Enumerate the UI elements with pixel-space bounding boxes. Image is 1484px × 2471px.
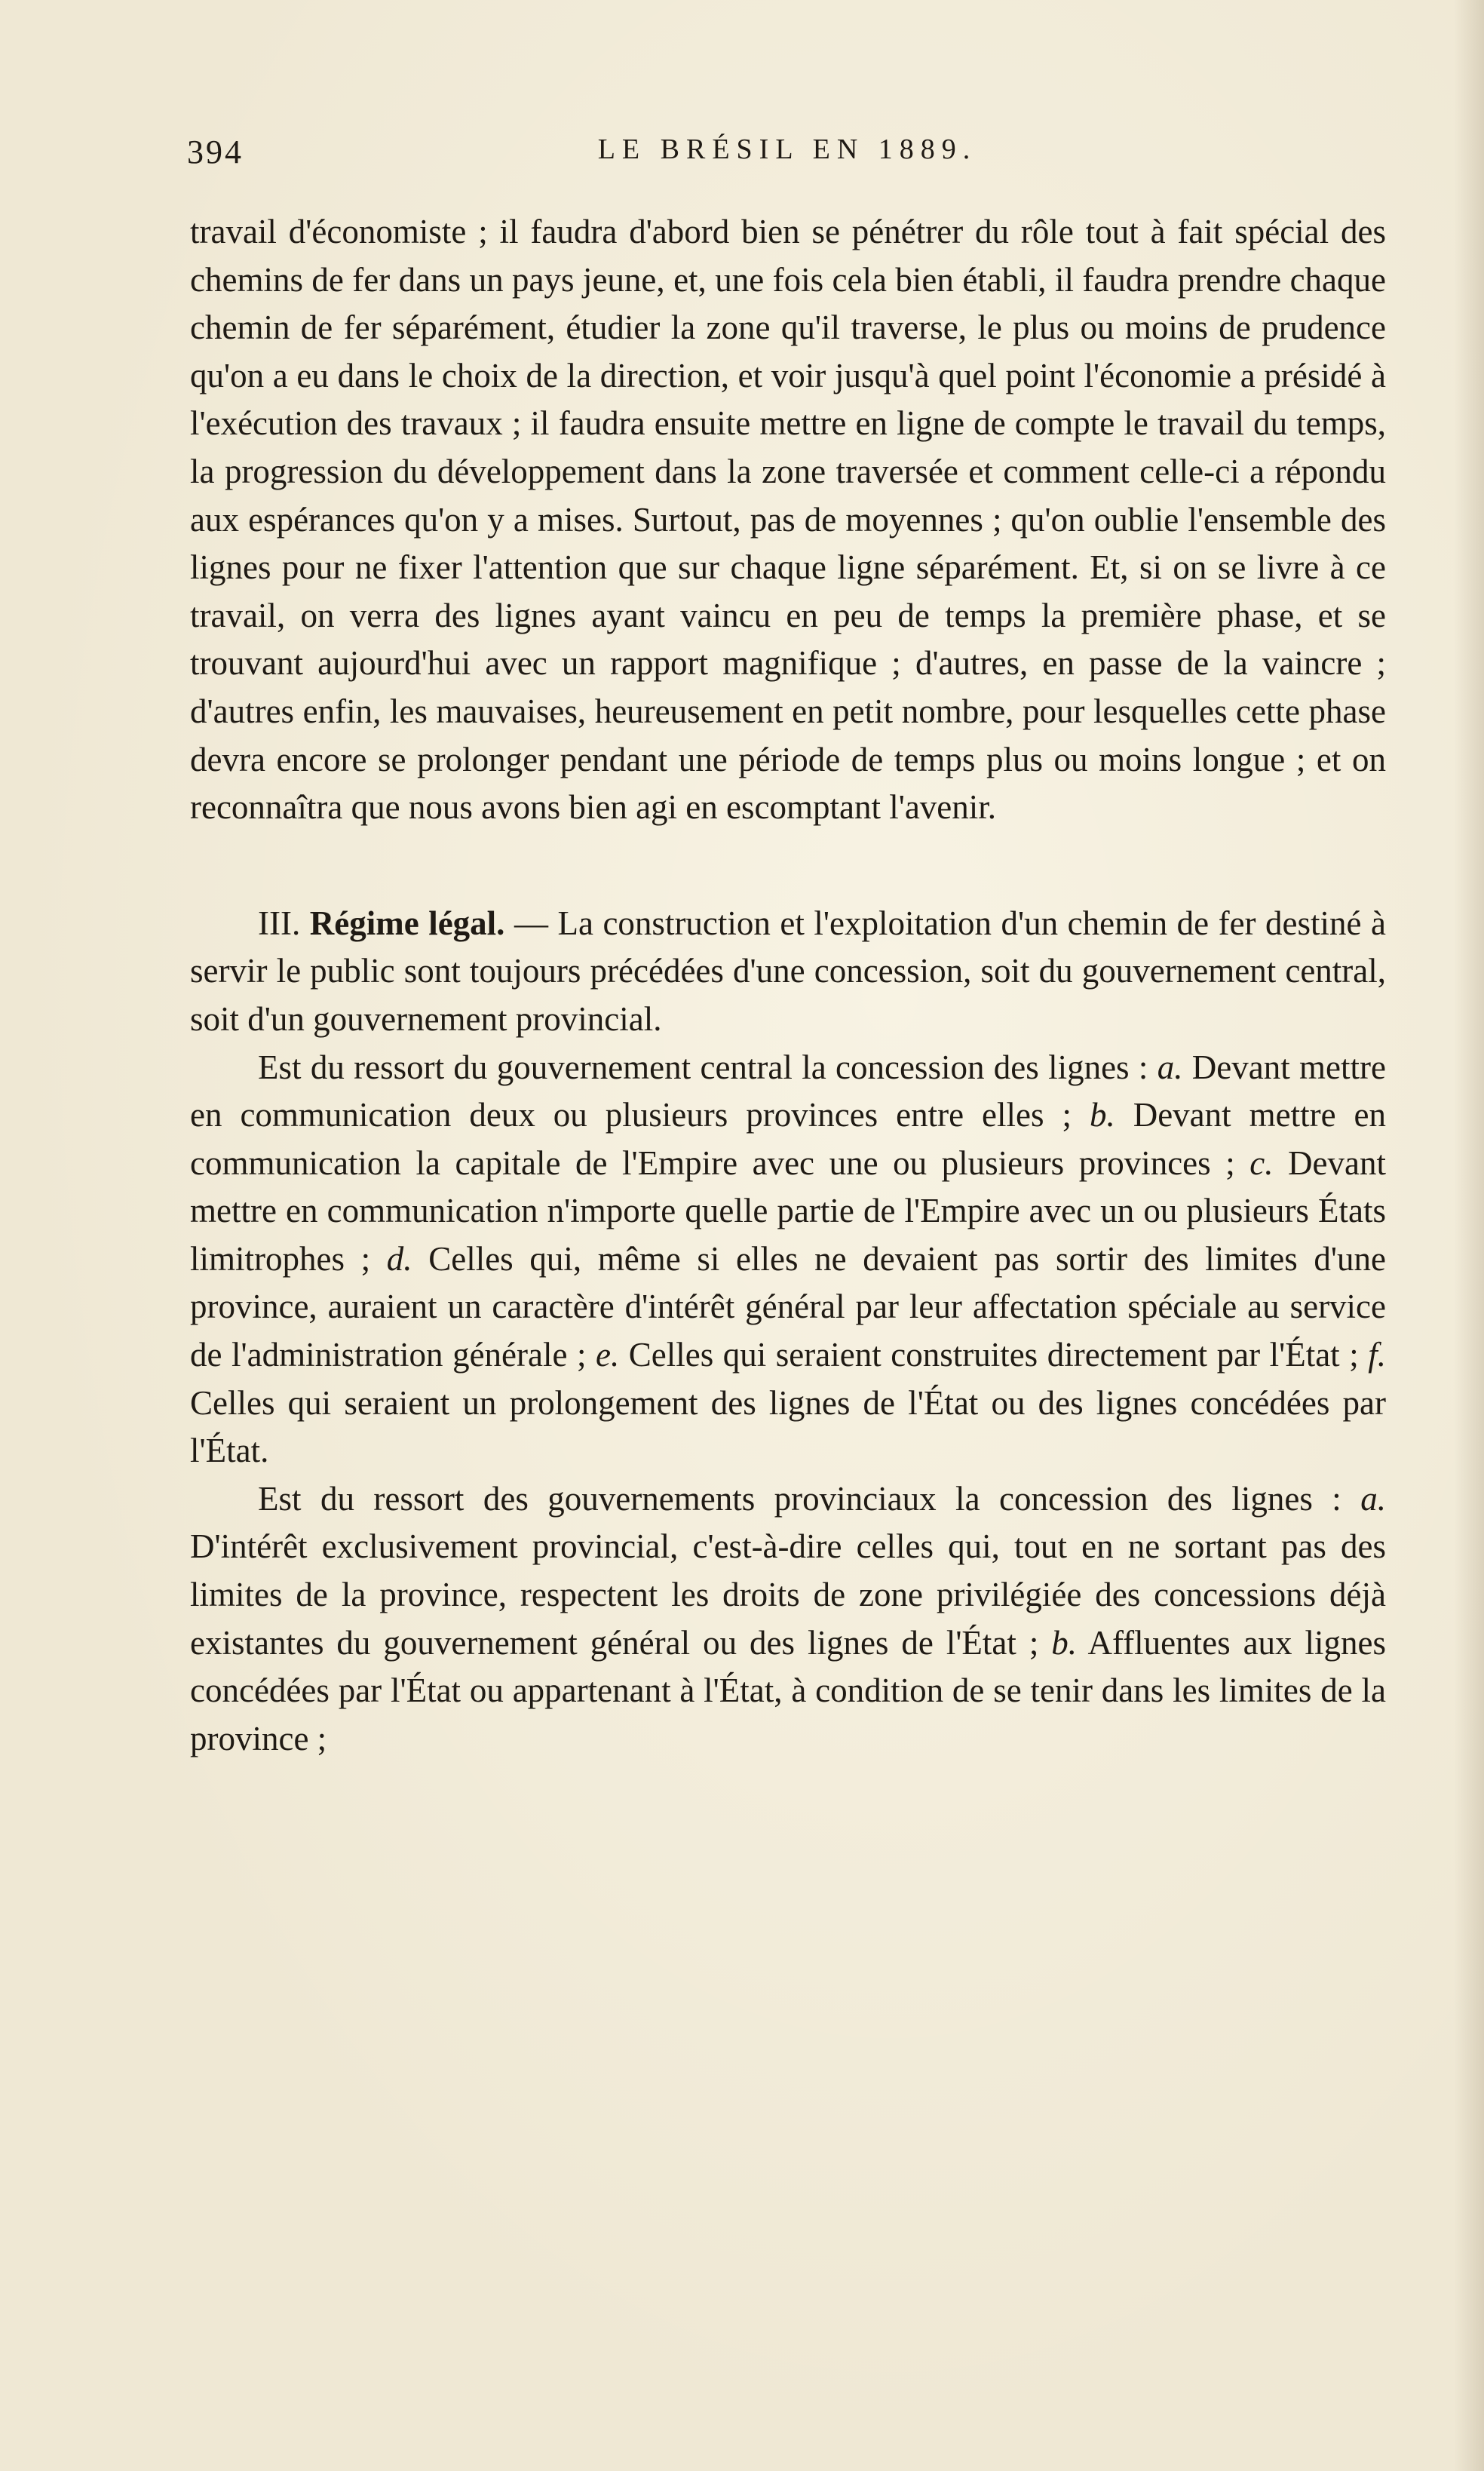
list-marker: b. [1051,1623,1078,1662]
page-number: 394 [187,134,244,170]
text-run: Devant mettre en communication n'importe quelle partie de l'Empire avec un ou plusieurs États limitrophes ; [190,1143,1386,1278]
text-run: Affluentes aux lignes concédées par l'État ou appartenant à l'État, à condition de se tenir dans les limites de la province ; [190,1623,1386,1757]
section-text: — La construction et l'exploitation d'un chemin de fer destiné à servir le public sont toujours précédées d'une concession, soit du gouvernement central, soit d'un gouvernement provincial. [190,904,1387,1038]
section-paragraph-regime-legal [190,900,1386,1044]
list-marker: c. [1249,1143,1274,1182]
text-run: Est du ressort des gouvernements provinciaux la concession des lignes : [258,1479,1361,1518]
paragraph-continued: travail d'économiste ; il faudra d'abord bien se pénétrer du rôle tout à fait spécial des chemins de fer dans un pays jeune, et, une fois cela bien établi, il faudra prendre chaque chemin de fer séparément, étudier la zone qu'il traverse, le plus ou moins de prudence qu'on a eu dans le choix de la direction, et voir jusqu'à quel point l'économie a présidé à l'exécution des travaux ; il faudra ensuite mettre en ligne de compte le travail du temps, la progression du développement dans la zone traversée et comment celle-ci a répondu aux espérances qu'on y a mises. Surtout, pas de moyennes ; qu'on oublie l'ensemble des lignes pour ne fixer l'attention que sur chaque ligne séparément. Et, si on se livre à ce travail, on verra des lignes ayant vaincu en peu de temps la première phase, et se trouvant aujourd'hui avec un rapport magnifique ; d'autres, en passe de la vaincre ; d'autres enfin, les mauvaises, heureusement en petit nombre, pour lesquelles cette phase devra encore se prolonger pendant une période de temps plus ou moins longue ; et on reconnaîtra que nous avons bien agi en escomptant l'avenir. [190,213,1386,827]
list-marker: e. [596,1336,620,1374]
running-title: LE BRÉSIL EN 1889. [597,134,977,165]
page-header [187,133,1387,186]
text-run: Celles qui seraient construites directement par l'État ; [619,1336,1369,1374]
page-edge-shadow [1454,0,1484,2471]
section-title: Régime légal. [309,904,505,942]
text-run: Devant mettre en communication deux ou plusieurs provinces entre elles ; [190,1048,1386,1134]
paragraph-central-government [190,1044,1386,1475]
body-text [190,208,1386,1763]
list-marker: b. [1089,1096,1115,1134]
section-number: III. [258,904,301,942]
list-marker: a. [1157,1048,1183,1086]
list-marker: f. [1368,1336,1386,1374]
list-marker: d. [386,1239,412,1278]
text-run: Celles qui, même si elles ne devaient pas sortir des limites d'une province, auraient un caractère d'intérêt général par leur affectation spéciale au service de l'administration générale ; [190,1239,1386,1374]
text-run: Devant mettre en communication la capitale de l'Empire avec une ou plusieurs provinces ; [190,1096,1386,1182]
paragraph-provincial-governments [190,1475,1386,1763]
text-run: Est du ressort du gouvernement central la concession des lignes : [258,1048,1157,1086]
text-run: Celles qui seraient un prolongement des lignes de l'État ou des lignes concédées par l'État. [190,1383,1386,1470]
list-marker: a. [1360,1479,1386,1518]
text-run: D'intérêt exclusivement provincial, c'est-à-dire celles qui, tout en ne sortant pas des limites de la province, respectent les droits de zone privilégiée des concessions déjà existantes du gouvernement général ou des lignes de l'État ; [190,1527,1386,1662]
